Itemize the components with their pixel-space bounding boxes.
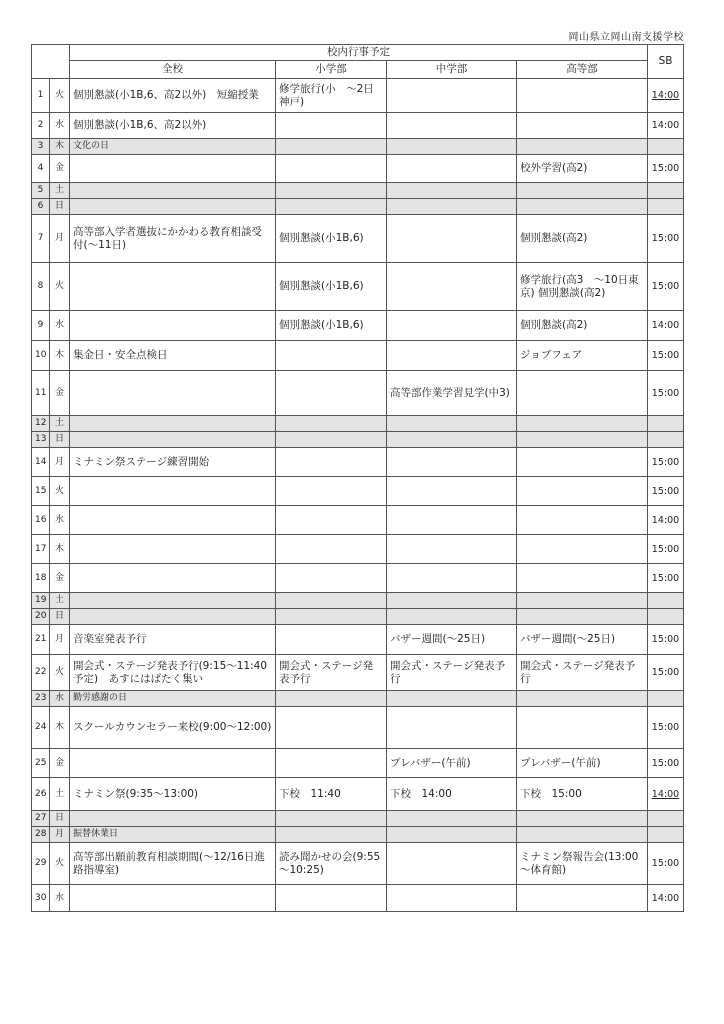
junior-event	[387, 885, 517, 912]
weekday: 水	[50, 885, 70, 912]
senior-event	[517, 432, 648, 448]
header-main: 校内行事予定	[70, 45, 648, 61]
table-row	[32, 311, 684, 341]
all-school-event	[70, 432, 276, 448]
senior-event	[517, 79, 648, 113]
sb-time: 15:00	[648, 155, 684, 183]
table-row	[32, 371, 684, 416]
all-school-event: 開会式・ステージ発表予行(9:15～11:40予定) あすにはばたく集い	[70, 655, 276, 691]
sb-time	[648, 416, 684, 432]
junior-event	[387, 311, 517, 341]
senior-event	[517, 593, 648, 609]
header-corner	[32, 45, 70, 79]
senior-event	[517, 139, 648, 155]
day-number: 19	[32, 593, 50, 609]
table-row	[32, 506, 684, 535]
weekday: 水	[50, 311, 70, 341]
junior-event	[387, 827, 517, 843]
header-junior: 中学部	[387, 61, 517, 79]
weekday: 金	[50, 155, 70, 183]
day-number: 14	[32, 448, 50, 477]
elementary-event: 個別懇談(小1B,6)	[276, 311, 387, 341]
all-school-event: 文化の日	[70, 139, 276, 155]
sb-time	[648, 432, 684, 448]
senior-event	[517, 691, 648, 707]
sb-time: 15:00	[648, 564, 684, 593]
weekday: 日	[50, 811, 70, 827]
junior-event	[387, 564, 517, 593]
sb-time	[648, 183, 684, 199]
junior-event: 開会式・ステージ発表予行	[387, 655, 517, 691]
weekday: 火	[50, 655, 70, 691]
day-number: 3	[32, 139, 50, 155]
all-school-event: 高等部出願前教育相談期間(～12/16日進路指導室)	[70, 843, 276, 885]
sb-time	[648, 139, 684, 155]
day-number: 27	[32, 811, 50, 827]
table-row	[32, 564, 684, 593]
table-row	[32, 341, 684, 371]
junior-event: プレバザー(午前)	[387, 749, 517, 778]
day-number: 2	[32, 113, 50, 139]
all-school-event	[70, 564, 276, 593]
junior-event	[387, 79, 517, 113]
senior-event	[517, 183, 648, 199]
all-school-event	[70, 199, 276, 215]
day-number: 25	[32, 749, 50, 778]
sb-time: 14:00	[648, 778, 684, 811]
sb-time: 14:00	[648, 311, 684, 341]
sb-time	[648, 593, 684, 609]
table-row	[32, 215, 684, 263]
junior-event: 下校 14:00	[387, 778, 517, 811]
junior-event	[387, 155, 517, 183]
senior-event: ミナミン祭報告会(13:00～体育館)	[517, 843, 648, 885]
all-school-event	[70, 416, 276, 432]
table-row	[32, 655, 684, 691]
table-row	[32, 749, 684, 778]
weekday: 金	[50, 564, 70, 593]
weekday: 土	[50, 183, 70, 199]
elementary-event	[276, 341, 387, 371]
senior-event	[517, 199, 648, 215]
weekday: 月	[50, 215, 70, 263]
sb-time: 15:00	[648, 655, 684, 691]
sb-time: 15:00	[648, 215, 684, 263]
sb-time: 15:00	[648, 371, 684, 416]
junior-event	[387, 215, 517, 263]
weekday: 日	[50, 432, 70, 448]
weekday: 火	[50, 843, 70, 885]
senior-event	[517, 564, 648, 593]
senior-event	[517, 477, 648, 506]
junior-event	[387, 811, 517, 827]
day-number: 10	[32, 341, 50, 371]
senior-event: 下校 15:00	[517, 778, 648, 811]
elementary-event: 修学旅行(小 ～2日 神戸)	[276, 79, 387, 113]
table-row	[32, 448, 684, 477]
junior-event	[387, 199, 517, 215]
day-number: 28	[32, 827, 50, 843]
elementary-event	[276, 625, 387, 655]
elementary-event	[276, 139, 387, 155]
junior-event	[387, 448, 517, 477]
junior-event: 高等部作業学習見学(中3)	[387, 371, 517, 416]
senior-event: 校外学習(高2)	[517, 155, 648, 183]
weekday: 水	[50, 506, 70, 535]
elementary-event	[276, 477, 387, 506]
elementary-event	[276, 827, 387, 843]
all-school-event: 個別懇談(小1B,6、高2以外) 短縮授業	[70, 79, 276, 113]
junior-event	[387, 506, 517, 535]
table-row	[32, 691, 684, 707]
elementary-event	[276, 183, 387, 199]
day-number: 17	[32, 535, 50, 564]
day-number: 29	[32, 843, 50, 885]
weekday: 火	[50, 477, 70, 506]
junior-event	[387, 139, 517, 155]
all-school-event	[70, 885, 276, 912]
senior-event	[517, 506, 648, 535]
senior-event: 個別懇談(高2)	[517, 215, 648, 263]
sb-time	[648, 811, 684, 827]
elementary-event: 個別懇談(小1B,6)	[276, 263, 387, 311]
sb-time	[648, 609, 684, 625]
weekday: 火	[50, 79, 70, 113]
table-row	[32, 609, 684, 625]
sb-time: 15:00	[648, 535, 684, 564]
table-row	[32, 183, 684, 199]
elementary-event	[276, 691, 387, 707]
weekday: 土	[50, 593, 70, 609]
day-number: 6	[32, 199, 50, 215]
junior-event	[387, 113, 517, 139]
junior-event	[387, 593, 517, 609]
junior-event	[387, 263, 517, 311]
weekday: 火	[50, 263, 70, 311]
elementary-event	[276, 749, 387, 778]
all-school-event	[70, 477, 276, 506]
junior-event	[387, 183, 517, 199]
elementary-event	[276, 432, 387, 448]
junior-event	[387, 432, 517, 448]
weekday: 金	[50, 749, 70, 778]
sb-time	[648, 827, 684, 843]
day-number: 8	[32, 263, 50, 311]
junior-event	[387, 691, 517, 707]
senior-event: ジョブフェア	[517, 341, 648, 371]
all-school-event: ミナミン祭ステージ練習開始	[70, 448, 276, 477]
sb-time: 15:00	[648, 477, 684, 506]
weekday: 土	[50, 416, 70, 432]
senior-event	[517, 371, 648, 416]
all-school-event: 音楽室発表予行	[70, 625, 276, 655]
day-number: 23	[32, 691, 50, 707]
elementary-event	[276, 506, 387, 535]
senior-event	[517, 885, 648, 912]
senior-event: 個別懇談(高2)	[517, 311, 648, 341]
weekday: 月	[50, 625, 70, 655]
all-school-event	[70, 811, 276, 827]
table-row	[32, 477, 684, 506]
weekday: 月	[50, 448, 70, 477]
weekday: 月	[50, 827, 70, 843]
junior-event	[387, 535, 517, 564]
senior-event	[517, 609, 648, 625]
table-row	[32, 155, 684, 183]
sb-time	[648, 199, 684, 215]
all-school-event	[70, 183, 276, 199]
senior-event	[517, 448, 648, 477]
weekday: 金	[50, 371, 70, 416]
table-row	[32, 113, 684, 139]
all-school-event	[70, 311, 276, 341]
all-school-event	[70, 263, 276, 311]
table-row	[32, 827, 684, 843]
all-school-event: ミナミン祭(9:35～13:00)	[70, 778, 276, 811]
junior-event	[387, 609, 517, 625]
sb-time	[648, 691, 684, 707]
sb-time: 15:00	[648, 263, 684, 311]
header-row-depts	[32, 61, 684, 79]
day-number: 20	[32, 609, 50, 625]
all-school-event: 個別懇談(小1B,6、高2以外)	[70, 113, 276, 139]
all-school-event	[70, 506, 276, 535]
schedule-body	[32, 79, 684, 912]
table-row	[32, 778, 684, 811]
day-number: 7	[32, 215, 50, 263]
sb-time: 14:00	[648, 885, 684, 912]
sb-time: 15:00	[648, 341, 684, 371]
school-schedule-table	[31, 44, 684, 912]
day-number: 16	[32, 506, 50, 535]
header-row-main	[32, 45, 684, 61]
elementary-event	[276, 416, 387, 432]
table-row	[32, 199, 684, 215]
table-row	[32, 79, 684, 113]
day-number: 5	[32, 183, 50, 199]
senior-event: バザー週間(～25日)	[517, 625, 648, 655]
all-school-event	[70, 609, 276, 625]
elementary-event	[276, 448, 387, 477]
weekday: 日	[50, 609, 70, 625]
elementary-event	[276, 811, 387, 827]
senior-event	[517, 113, 648, 139]
table-row	[32, 432, 684, 448]
junior-event	[387, 341, 517, 371]
senior-event	[517, 827, 648, 843]
sb-time: 15:00	[648, 448, 684, 477]
all-school-event	[70, 371, 276, 416]
all-school-event	[70, 155, 276, 183]
day-number: 9	[32, 311, 50, 341]
all-school-event: 集金日・安全点検日	[70, 341, 276, 371]
senior-event: プレバザー(午前)	[517, 749, 648, 778]
senior-event: 開会式・ステージ発表予行	[517, 655, 648, 691]
senior-event	[517, 811, 648, 827]
weekday: 土	[50, 778, 70, 811]
sb-time: 14:00	[648, 113, 684, 139]
day-number: 11	[32, 371, 50, 416]
table-row	[32, 625, 684, 655]
all-school-event: スクールカウンセラー来校(9:00～12:00)	[70, 707, 276, 749]
elementary-event	[276, 564, 387, 593]
sb-time: 14:00	[648, 506, 684, 535]
elementary-event	[276, 707, 387, 749]
day-number: 4	[32, 155, 50, 183]
header-all: 全校	[70, 61, 276, 79]
table-row	[32, 811, 684, 827]
junior-event	[387, 843, 517, 885]
day-number: 18	[32, 564, 50, 593]
weekday: 水	[50, 113, 70, 139]
table-row	[32, 416, 684, 432]
day-number: 15	[32, 477, 50, 506]
elementary-event	[276, 371, 387, 416]
table-row	[32, 707, 684, 749]
weekday: 木	[50, 535, 70, 564]
sb-time: 15:00	[648, 625, 684, 655]
elementary-event: 個別懇談(小1B,6)	[276, 215, 387, 263]
table-row	[32, 263, 684, 311]
all-school-event	[70, 535, 276, 564]
senior-event	[517, 416, 648, 432]
elementary-event	[276, 113, 387, 139]
day-number: 13	[32, 432, 50, 448]
senior-event	[517, 707, 648, 749]
table-row	[32, 885, 684, 912]
senior-event: 修学旅行(高3 ～10日東京) 個別懇談(高2)	[517, 263, 648, 311]
sb-time: 15:00	[648, 707, 684, 749]
weekday: 水	[50, 691, 70, 707]
day-number: 24	[32, 707, 50, 749]
day-number: 12	[32, 416, 50, 432]
sb-time: 15:00	[648, 843, 684, 885]
all-school-event: 高等部入学者選抜にかかわる教育相談受付(～11日)	[70, 215, 276, 263]
day-number: 26	[32, 778, 50, 811]
sb-time: 15:00	[648, 749, 684, 778]
header-elementary: 小学部	[276, 61, 387, 79]
senior-event	[517, 535, 648, 564]
elementary-event	[276, 885, 387, 912]
elementary-event: 読み聞かせの会(9:55～10:25)	[276, 843, 387, 885]
table-row	[32, 593, 684, 609]
elementary-event: 開会式・ステージ発表予行	[276, 655, 387, 691]
elementary-event: 下校 11:40	[276, 778, 387, 811]
sb-time: 14:00	[648, 79, 684, 113]
elementary-event	[276, 593, 387, 609]
elementary-event	[276, 535, 387, 564]
day-number: 30	[32, 885, 50, 912]
elementary-event	[276, 199, 387, 215]
all-school-event	[70, 749, 276, 778]
junior-event	[387, 416, 517, 432]
all-school-event: 振替休業日	[70, 827, 276, 843]
junior-event	[387, 707, 517, 749]
table-row	[32, 843, 684, 885]
elementary-event	[276, 155, 387, 183]
junior-event: バザー週間(～25日)	[387, 625, 517, 655]
school-name: 岡山県立岡山南支援学校	[568, 32, 684, 43]
header-sb: SB	[648, 45, 684, 79]
table-row	[32, 139, 684, 155]
table-row	[32, 535, 684, 564]
weekday: 日	[50, 199, 70, 215]
day-number: 21	[32, 625, 50, 655]
junior-event	[387, 477, 517, 506]
day-number: 22	[32, 655, 50, 691]
elementary-event	[276, 609, 387, 625]
weekday: 木	[50, 139, 70, 155]
day-number: 1	[32, 79, 50, 113]
weekday: 木	[50, 707, 70, 749]
header-senior: 高等部	[517, 61, 648, 79]
weekday: 木	[50, 341, 70, 371]
all-school-event: 勤労感謝の日	[70, 691, 276, 707]
all-school-event	[70, 593, 276, 609]
